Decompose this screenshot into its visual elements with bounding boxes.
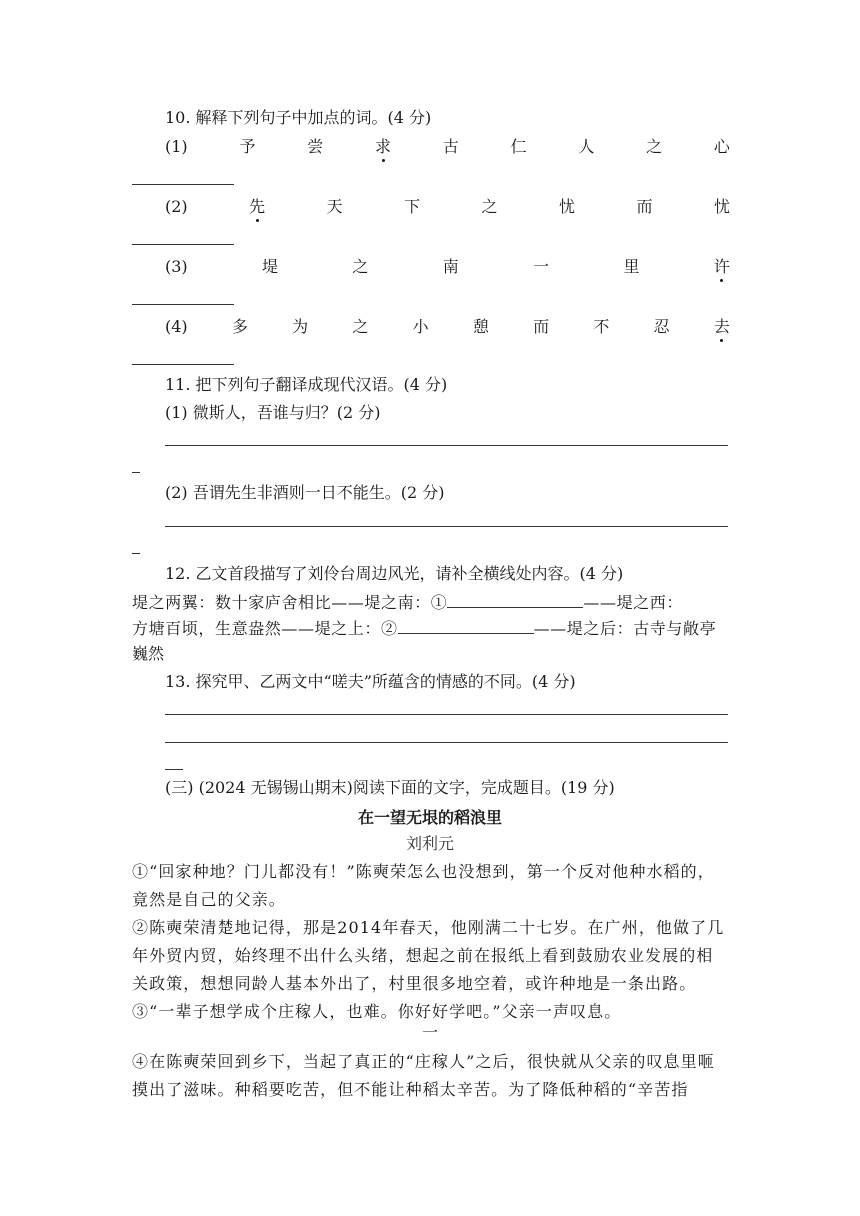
q10-item-number: (3)	[165, 257, 188, 276]
q10-char: 憩	[472, 317, 489, 336]
q13-stem: 13. 探究甲、乙两文中“嗟夫”所蕴含的情感的不同。(4 分)	[165, 672, 576, 691]
q10-char: 心	[713, 137, 730, 156]
q10-char: 尝	[307, 137, 324, 156]
q10-item-1	[165, 136, 730, 158]
section3-heading: (三) (2024 无锡锡山期末)阅读下面的文字，完成题目。(19 分)	[165, 778, 615, 797]
q10-item-number: (2)	[165, 197, 188, 216]
q12-line-2-text: 方塘百顷，生意盎然——堤之上：②	[132, 619, 398, 638]
q12-blank-1[interactable]	[447, 591, 583, 608]
q12-line-1-tail: ——堤之西：	[583, 593, 684, 612]
article-paragraph-4: ④在陈奭荣回到乡下，当起了真正的“庄稼人”之后，很快就从父亲的叹息里咂摸出了滋味。种稻要吃苦，但不能让种稻太辛苦。为了降低种稻的“辛苦指	[132, 1052, 715, 1099]
q10-char: 予	[239, 137, 256, 156]
q10-char: 天	[326, 197, 343, 216]
q10-char: 仁	[510, 137, 527, 156]
q10-answer-line-2[interactable]	[132, 244, 234, 245]
q10-char: 忧	[559, 197, 576, 216]
q10-stem: 10. 解释下列句子中加点的词。(4 分)	[165, 108, 432, 127]
article-part-number: 一	[421, 1023, 438, 1042]
q10-char: 忧	[713, 197, 730, 216]
q11-sentence-1: (1) 微斯人，吾谁与归？(2 分)	[165, 403, 381, 422]
q10-char: 一	[533, 257, 550, 276]
article-paragraph-2: ②陈奭荣清楚地记得，那是2014年春天，他刚满二十七岁。在广州，他做了几年外贸内贸，始终理不出什么头绪，想起之前在报纸上看到鼓励农业发展的相关政策，想想同龄人基本外出了，村里很多地空着，或许种地是一条出路。	[132, 918, 725, 993]
q10-dotted-char: 许	[713, 257, 730, 276]
q12-line-3: 巍然	[132, 644, 165, 663]
q10-answer-line-4[interactable]	[132, 364, 234, 365]
q10-char: 里	[623, 257, 640, 276]
q10-char: 堤	[262, 257, 279, 276]
q10-item-4	[165, 316, 730, 338]
q13-answer-line-2[interactable]	[165, 742, 728, 743]
q10-char: 之	[352, 317, 369, 336]
q10-char: 之	[481, 197, 498, 216]
q10-item-3	[165, 256, 730, 278]
q11-answer-line-1-tail	[132, 472, 140, 473]
q10-dotted-char: 先	[249, 197, 266, 216]
article-paragraph-3: ③“一辈子想学成个庄稼人，也难。你好好学吧。”父亲一声叹息。	[132, 1002, 622, 1021]
q10-item-number: (1)	[165, 137, 188, 156]
q10-answer-line-3[interactable]	[132, 304, 234, 305]
q12-stem: 12. 乙文首段描写了刘伶台周边风光，请补全横线处内容。(4 分)	[165, 564, 624, 583]
q10-char: 古	[442, 137, 459, 156]
article-author: 刘利元	[405, 834, 454, 853]
q10-char: 忍	[653, 317, 670, 336]
q12-line-2-tail: ——堤之后：古寺与敞亭	[533, 619, 717, 638]
article-title: 在一望无垠的稻浪里	[357, 808, 502, 827]
article-paragraph-1: ①“回家种地？门儿都没有！”陈奭荣怎么也没想到，第一个反对他种水稻的，竟然是自己的父亲。	[132, 862, 715, 909]
q10-char: 为	[292, 317, 309, 336]
q10-char: 人	[578, 137, 595, 156]
q10-char: 不	[593, 317, 610, 336]
q12-line-1	[132, 591, 683, 614]
q10-char: 下	[404, 197, 421, 216]
q10-dotted-char: 去	[713, 317, 730, 336]
q10-item-2	[165, 196, 730, 218]
q12-blank-2[interactable]	[398, 617, 534, 634]
q12-line-2	[132, 617, 716, 640]
q11-answer-line-2-tail	[132, 553, 140, 554]
q10-answer-line-1[interactable]	[132, 184, 234, 185]
q10-char: 南	[442, 257, 459, 276]
q10-dotted-char: 求	[375, 137, 392, 156]
q11-stem: 11. 把下列句子翻译成现代汉语。(4 分)	[165, 375, 448, 394]
q13-answer-line-1[interactable]	[165, 714, 728, 715]
q11-sentence-2: (2) 吾谓先生非酒则一日不能生。(2 分)	[165, 483, 445, 502]
q12-line-1-text: 堤之两翼：数十家庐舍相比——堤之南：①	[132, 593, 448, 612]
q10-char: 多	[231, 317, 248, 336]
q10-char: 小	[412, 317, 429, 336]
q11-answer-line-2[interactable]	[165, 526, 728, 527]
q10-item-number: (4)	[165, 317, 188, 336]
q10-char: 而	[533, 317, 550, 336]
q10-char: 之	[352, 257, 369, 276]
q10-char: 之	[646, 137, 663, 156]
q13-answer-line-tail	[165, 769, 183, 770]
q11-answer-line-1[interactable]	[165, 445, 728, 446]
q10-char: 而	[636, 197, 653, 216]
